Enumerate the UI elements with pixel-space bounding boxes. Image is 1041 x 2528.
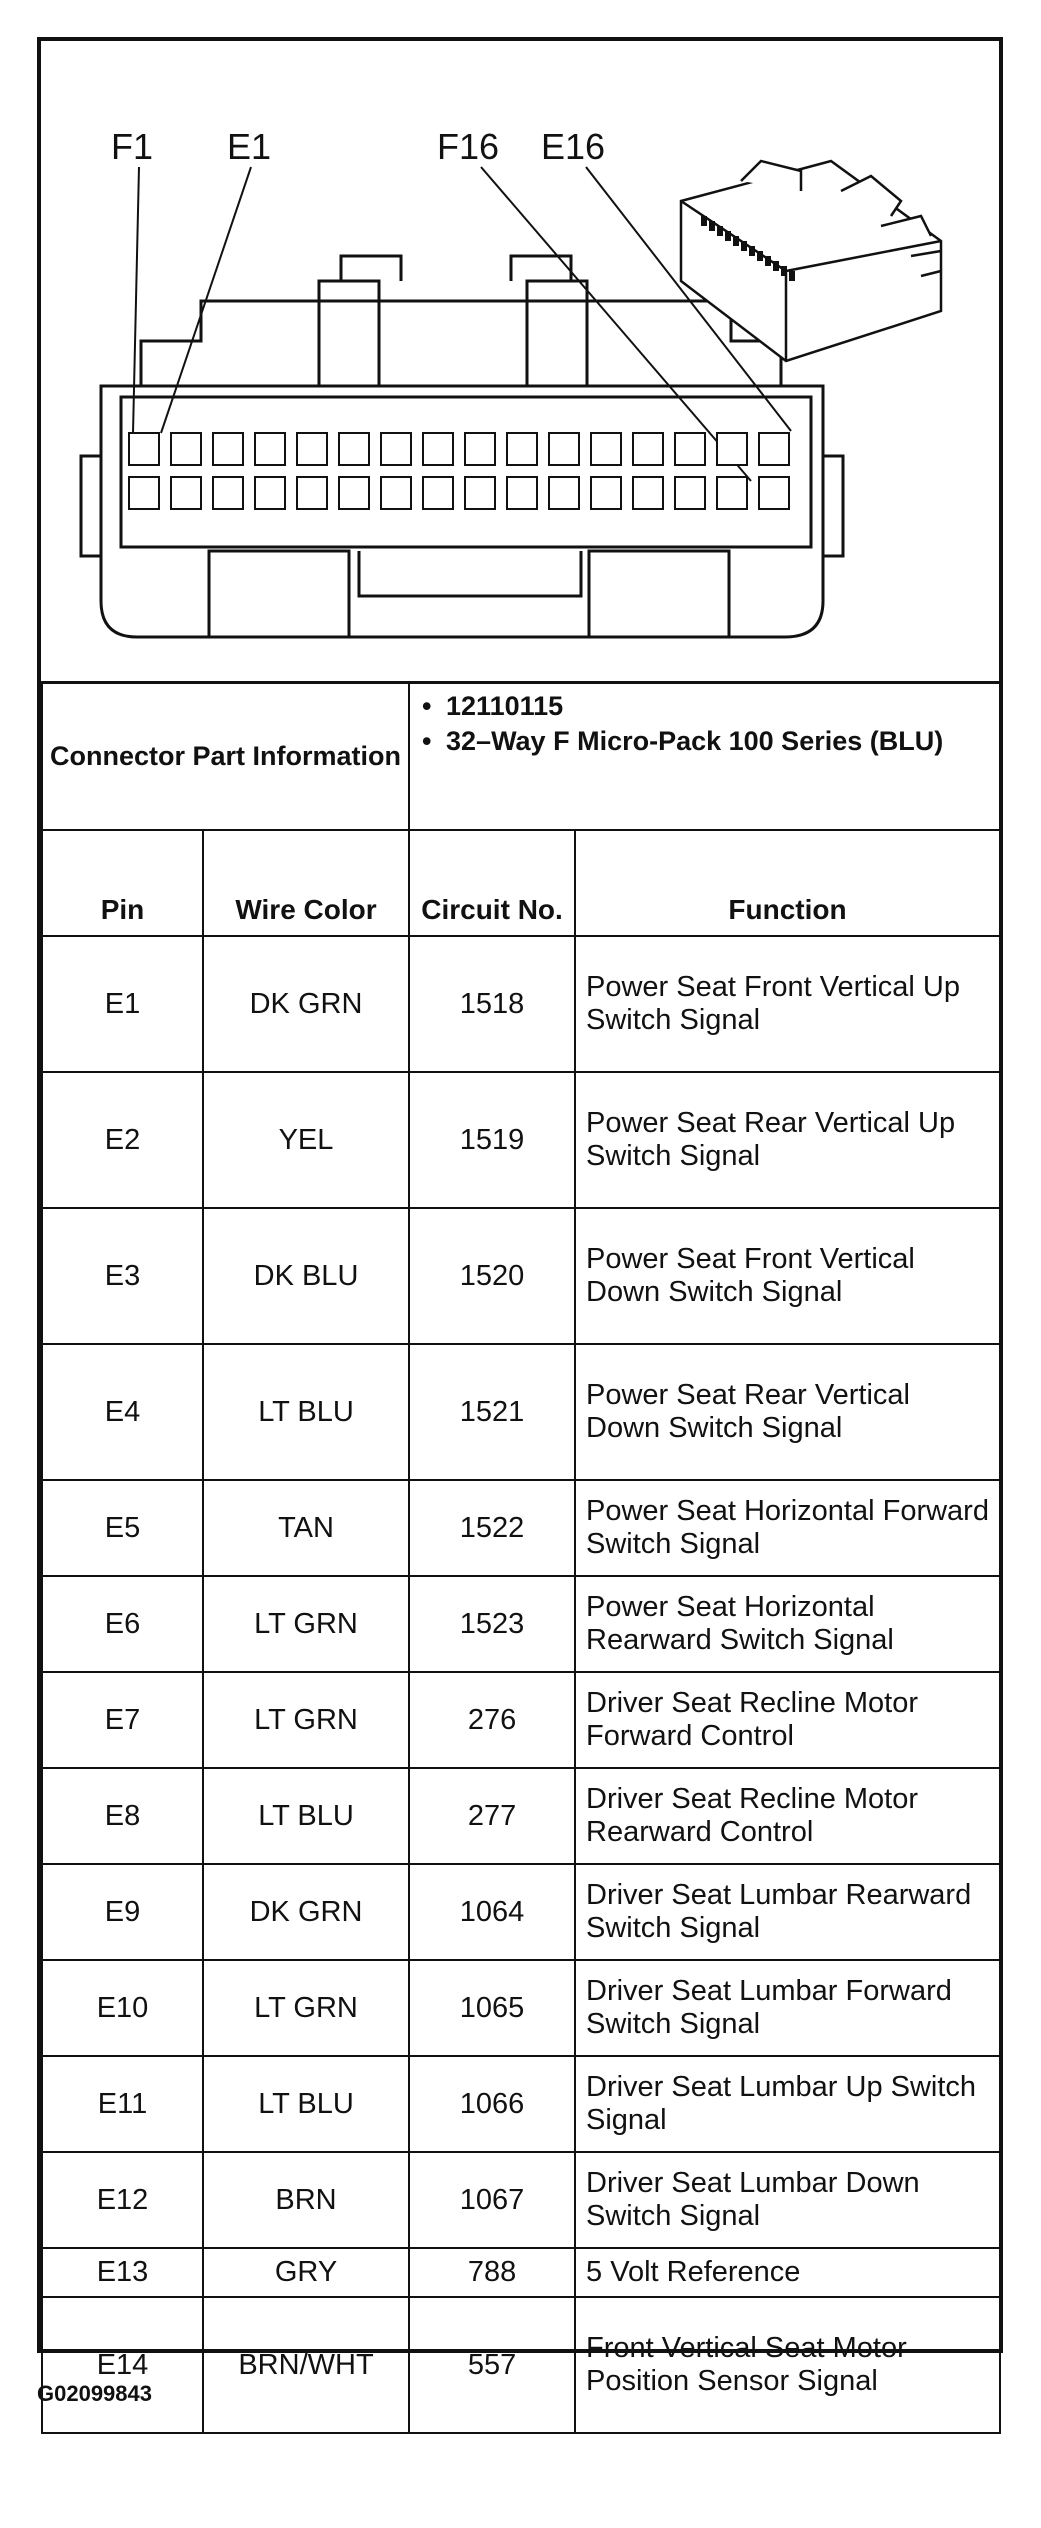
pin-cavity <box>381 477 411 509</box>
pinout-table <box>41 681 1001 2434</box>
table-row <box>42 2297 1000 2433</box>
iso-pin <box>749 246 755 256</box>
pin-cell: E2 <box>42 1072 203 1208</box>
circuit-cell: 1522 <box>409 1480 575 1576</box>
header-pin: Pin <box>42 830 203 936</box>
wire-color-cell: LT GRN <box>203 1576 409 1672</box>
pin-cavity <box>171 477 201 509</box>
table-row <box>42 2248 1000 2297</box>
wire-color-cell: BRN <box>203 2152 409 2248</box>
function-cell: 5 Volt Reference <box>575 2248 1000 2297</box>
pin-cavities <box>129 433 789 509</box>
wire-color-cell: BRN/WHT <box>203 2297 409 2433</box>
wire-color-cell: TAN <box>203 1480 409 1576</box>
connector-diagram <box>41 41 999 684</box>
pin-cell: E10 <box>42 1960 203 2056</box>
pin-cell: E13 <box>42 2248 203 2297</box>
header-row <box>42 830 1000 936</box>
connector-info-list <box>409 682 1000 830</box>
pin-cavity <box>759 433 789 465</box>
wire-color-cell: LT BLU <box>203 2056 409 2152</box>
wire-color-cell: LT GRN <box>203 1960 409 2056</box>
wire-color-cell: LT GRN <box>203 1672 409 1768</box>
connector-drawing <box>41 41 999 681</box>
circuit-cell: 1523 <box>409 1576 575 1672</box>
pin-cell: E6 <box>42 1576 203 1672</box>
header-wire-color: Wire Color <box>203 830 409 936</box>
pin-cavity <box>633 477 663 509</box>
pin-cell: E4 <box>42 1344 203 1480</box>
circuit-cell: 788 <box>409 2248 575 2297</box>
wire-color-cell: YEL <box>203 1072 409 1208</box>
pin-cavity <box>549 477 579 509</box>
pinout-rows <box>42 936 1000 2433</box>
pin-cavity <box>129 433 159 465</box>
wire-color-cell: DK GRN <box>203 936 409 1072</box>
function-cell: Power Seat Rear Vertical Down Switch Signal <box>575 1344 1000 1480</box>
pin-cavity <box>591 477 621 509</box>
function-cell: Driver Seat Lumbar Rearward Switch Signal <box>575 1864 1000 1960</box>
pin-cavity <box>255 477 285 509</box>
table-row <box>42 1072 1000 1208</box>
pin-cavity <box>591 433 621 465</box>
function-cell: Front Vertical Seat Motor Position Sensor Signal <box>575 2297 1000 2433</box>
table-row <box>42 1864 1000 1960</box>
table-row <box>42 1344 1000 1480</box>
function-cell: Power Seat Front Vertical Down Switch Signal <box>575 1208 1000 1344</box>
connector-iso-view <box>681 161 941 361</box>
pin-cavity <box>465 433 495 465</box>
circuit-cell: 1064 <box>409 1864 575 1960</box>
circuit-cell: 1518 <box>409 936 575 1072</box>
pin-cavity <box>255 433 285 465</box>
pin-cavity <box>507 433 537 465</box>
table-row <box>42 1672 1000 1768</box>
pin-cavity <box>465 477 495 509</box>
pin-cavity <box>633 433 663 465</box>
header-circuit-no: Circuit No. <box>409 830 575 936</box>
circuit-cell: 277 <box>409 1768 575 1864</box>
iso-pin <box>765 256 771 266</box>
callout-f1: F1 <box>111 126 154 167</box>
pin-cell: E8 <box>42 1768 203 1864</box>
table-row <box>42 2056 1000 2152</box>
function-cell: Driver Seat Lumbar Up Switch Signal <box>575 2056 1000 2152</box>
iso-pin <box>733 236 739 246</box>
figure-code: G02099843 <box>37 2381 152 2406</box>
circuit-cell: 1519 <box>409 1072 575 1208</box>
pin-cell: E1 <box>42 936 203 1072</box>
function-cell: Power Seat Horizontal Rearward Switch Signal <box>575 1576 1000 1672</box>
pin-cavity <box>549 433 579 465</box>
pin-cavity <box>423 433 453 465</box>
pin-cell: E7 <box>42 1672 203 1768</box>
pin-cell: E3 <box>42 1208 203 1344</box>
connector-info-item: • 32–Way F Micro-Pack 100 Series (BLU) <box>420 724 989 759</box>
pin-cavity <box>297 433 327 465</box>
pin-cavity <box>381 433 411 465</box>
iso-pin <box>725 231 731 241</box>
function-cell: Driver Seat Recline Motor Rearward Control <box>575 1768 1000 1864</box>
circuit-cell: 1067 <box>409 2152 575 2248</box>
iso-pin <box>773 261 779 271</box>
callout-f16: F16 <box>437 126 500 167</box>
pin-cavity <box>759 477 789 509</box>
connector-info-row <box>42 682 1000 830</box>
circuit-cell: 1066 <box>409 2056 575 2152</box>
pin-cavity <box>423 477 453 509</box>
pin-cell: E9 <box>42 1864 203 1960</box>
pin-cell: E11 <box>42 2056 203 2152</box>
iso-pin <box>709 221 715 231</box>
pin-cavity <box>717 477 747 509</box>
pin-cell: E14 <box>42 2297 203 2433</box>
table-row <box>42 2152 1000 2248</box>
function-cell: Driver Seat Recline Motor Forward Control <box>575 1672 1000 1768</box>
pin-cavity <box>213 433 243 465</box>
function-cell: Power Seat Front Vertical Up Switch Signal <box>575 936 1000 1072</box>
header-function: Function <box>575 830 1000 936</box>
function-cell: Power Seat Rear Vertical Up Switch Signal <box>575 1072 1000 1208</box>
pin-cavity <box>339 433 369 465</box>
table-row <box>42 1768 1000 1864</box>
pin-cavity <box>297 477 327 509</box>
iso-pin <box>701 216 707 226</box>
table-row <box>42 936 1000 1072</box>
pin-cavity <box>507 477 537 509</box>
function-cell: Driver Seat Lumbar Forward Switch Signal <box>575 1960 1000 2056</box>
pin-cavity <box>339 477 369 509</box>
circuit-cell: 1065 <box>409 1960 575 2056</box>
function-cell: Power Seat Horizontal Forward Switch Signal <box>575 1480 1000 1576</box>
pin-cell: E5 <box>42 1480 203 1576</box>
pin-cavity <box>171 433 201 465</box>
wire-color-cell: GRY <box>203 2248 409 2297</box>
circuit-cell: 1520 <box>409 1208 575 1344</box>
iso-pin <box>741 241 747 251</box>
pin-cavity <box>129 477 159 509</box>
pin-cell: E12 <box>42 2152 203 2248</box>
connector-info-item: • 12110115 <box>420 689 989 724</box>
wire-color-cell: LT BLU <box>203 1344 409 1480</box>
iso-pin <box>757 251 763 261</box>
iso-pin <box>781 266 787 276</box>
table-row <box>42 1208 1000 1344</box>
connector-info-label: Connector Part Information <box>42 682 409 830</box>
iso-pin <box>717 226 723 236</box>
pin-cavity <box>675 477 705 509</box>
pin-cavity <box>675 433 705 465</box>
pin-cavity <box>213 477 243 509</box>
function-cell: Driver Seat Lumbar Down Switch Signal <box>575 2152 1000 2248</box>
wire-color-cell: DK GRN <box>203 1864 409 1960</box>
callout-e1: E1 <box>227 126 272 167</box>
table-row <box>42 1960 1000 2056</box>
pin-cavity <box>717 433 747 465</box>
wire-color-cell: DK BLU <box>203 1208 409 1344</box>
table-row <box>42 1480 1000 1576</box>
circuit-cell: 276 <box>409 1672 575 1768</box>
callout-e16: E16 <box>541 126 606 167</box>
circuit-cell: 1521 <box>409 1344 575 1480</box>
circuit-cell: 557 <box>409 2297 575 2433</box>
wire-color-cell: LT BLU <box>203 1768 409 1864</box>
table-row <box>42 1576 1000 1672</box>
iso-pin <box>789 271 795 281</box>
